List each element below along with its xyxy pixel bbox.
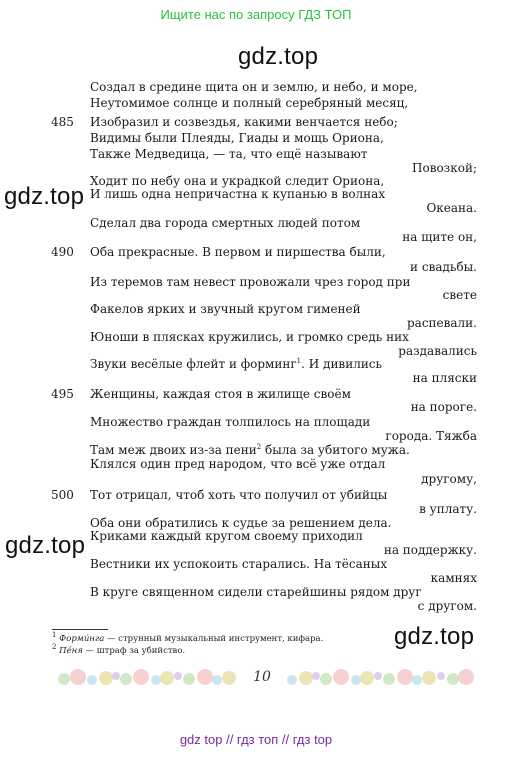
poem-line: Ходит по небу она и украдкой следит Ориона, bbox=[90, 174, 385, 188]
poem-line: Тот отрицал, чтоб хоть что получил от убийцы bbox=[90, 488, 388, 502]
decorative-dot bbox=[174, 672, 182, 680]
poem-line: Изобразил и созвездья, какими венчается небо; bbox=[90, 115, 398, 129]
poem-line: Оба прекрасные. В первом и пиршества были, bbox=[90, 245, 386, 259]
footnote-marker: 2 bbox=[256, 443, 262, 451]
poem-line: с другом. bbox=[417, 599, 477, 613]
decorative-dot bbox=[120, 673, 132, 685]
poem-line: на пороге. bbox=[410, 400, 477, 414]
poem-line: на пляски bbox=[412, 371, 477, 385]
line-number: 485 bbox=[51, 115, 74, 129]
decorative-dot bbox=[133, 669, 149, 685]
decorative-dot bbox=[183, 673, 195, 685]
top-banner[interactable]: Ищите нас по запросу ГДЗ ТОП bbox=[160, 7, 352, 22]
page-number: 10 bbox=[253, 669, 271, 685]
poem-line: раздавались bbox=[398, 344, 477, 358]
watermark: gdz.top bbox=[394, 623, 475, 650]
poem-line: Вестники их успокоить старались. На тёсаных bbox=[90, 557, 388, 571]
decorative-dot bbox=[222, 671, 236, 685]
poem-line: Там меж двоих из-за пени$^2$ была за убитого мужа. bbox=[90, 443, 410, 457]
poem-line: Женщины, каждая стоя в жилище своём bbox=[90, 387, 351, 401]
poem-line: Оба они обратились к судье за решением дела. bbox=[90, 516, 392, 530]
poem-line: на поддержку. bbox=[383, 543, 477, 557]
decorative-dot bbox=[412, 675, 422, 685]
decorative-dot bbox=[383, 673, 395, 685]
poem-line: И лишь одна непричастна к купанью в волнах bbox=[90, 187, 386, 201]
poem-line: Множество граждан толпилось на площади bbox=[90, 415, 371, 429]
line-number: 495 bbox=[51, 387, 74, 401]
footnote-1: $^1$ Формúнга — струнный музыкальный инструмент, кифара. bbox=[52, 631, 324, 644]
decorative-dot bbox=[58, 673, 70, 685]
decorative-dot bbox=[458, 669, 474, 685]
poem-line: города. Тяжба bbox=[385, 429, 477, 443]
decorative-dot bbox=[312, 672, 320, 680]
decorative-dot bbox=[87, 675, 97, 685]
poem-line: в уплату. bbox=[419, 502, 477, 516]
line-number: 490 bbox=[51, 245, 74, 259]
decorative-dots-left bbox=[58, 666, 238, 690]
poem-line: Также Медведица, — та, что ещё называют bbox=[90, 147, 368, 161]
decorative-dot bbox=[70, 669, 86, 685]
poem-line: Из теремов там невест провожали чрез город при bbox=[90, 275, 411, 289]
footnote-rule bbox=[52, 629, 108, 630]
decorative-dot bbox=[197, 669, 213, 685]
poem-line: Создал в средине щита он и землю, и небо, и море, bbox=[90, 80, 418, 94]
decorative-dot bbox=[374, 672, 382, 680]
poem-line: камнях bbox=[430, 571, 477, 585]
watermark: gdz.top bbox=[238, 43, 319, 70]
poem-line: Криками каждый кругом своему приходил bbox=[90, 529, 363, 543]
decorative-dot bbox=[422, 671, 436, 685]
decorative-dot bbox=[287, 675, 297, 685]
poem-line: Неутомимое солнце и полный серебряный месяц, bbox=[90, 96, 409, 110]
bottom-banner[interactable]: gdz top // гдз топ // гдз top bbox=[179, 732, 333, 747]
poem-line: Видимы были Плеяды, Гиады и мощь Ориона, bbox=[90, 131, 384, 145]
poem-line: Звуки весёлые флейт и форминг$^1$. И дивились bbox=[90, 357, 383, 371]
poem-line: свете bbox=[442, 288, 477, 302]
footnote-marker: 1 bbox=[296, 357, 302, 365]
decorative-dot bbox=[160, 671, 174, 685]
poem-line: другому, bbox=[421, 472, 477, 486]
poem-line: В круге священном сидели старейшины рядом друг bbox=[90, 585, 422, 599]
decorative-dot bbox=[212, 675, 222, 685]
poem-line: на щите он, bbox=[402, 230, 477, 244]
line-number: 500 bbox=[51, 488, 74, 502]
watermark: gdz.top bbox=[4, 183, 85, 210]
watermark: gdz.top bbox=[5, 532, 86, 559]
poem-line: Повозкой; bbox=[412, 161, 477, 175]
decorative-dot bbox=[99, 671, 113, 685]
decorative-dot bbox=[299, 671, 313, 685]
decorative-dot bbox=[437, 672, 445, 680]
poem-line: Юноши в плясках кружились, и громко средь них bbox=[90, 330, 409, 344]
poem-line: Океана. bbox=[426, 201, 477, 215]
decorative-dot bbox=[360, 671, 374, 685]
decorative-dot bbox=[320, 673, 332, 685]
poem-line: Факелов ярких и звучный кругом гименей bbox=[90, 302, 361, 316]
poem-line: Клялся один пред народом, что всё уже отдал bbox=[90, 457, 386, 471]
decorative-dot bbox=[333, 669, 349, 685]
poem-line: и свадьбы. bbox=[410, 260, 477, 274]
decorative-dot bbox=[397, 669, 413, 685]
poem-line: Сделал два города смертных людей потом bbox=[90, 216, 361, 230]
decorative-dots-right bbox=[287, 666, 469, 690]
poem-line: распевали. bbox=[406, 316, 477, 330]
decorative-dot bbox=[112, 672, 120, 680]
footnote-2: $^2$ Пéня — штраф за убийство. bbox=[52, 643, 186, 656]
